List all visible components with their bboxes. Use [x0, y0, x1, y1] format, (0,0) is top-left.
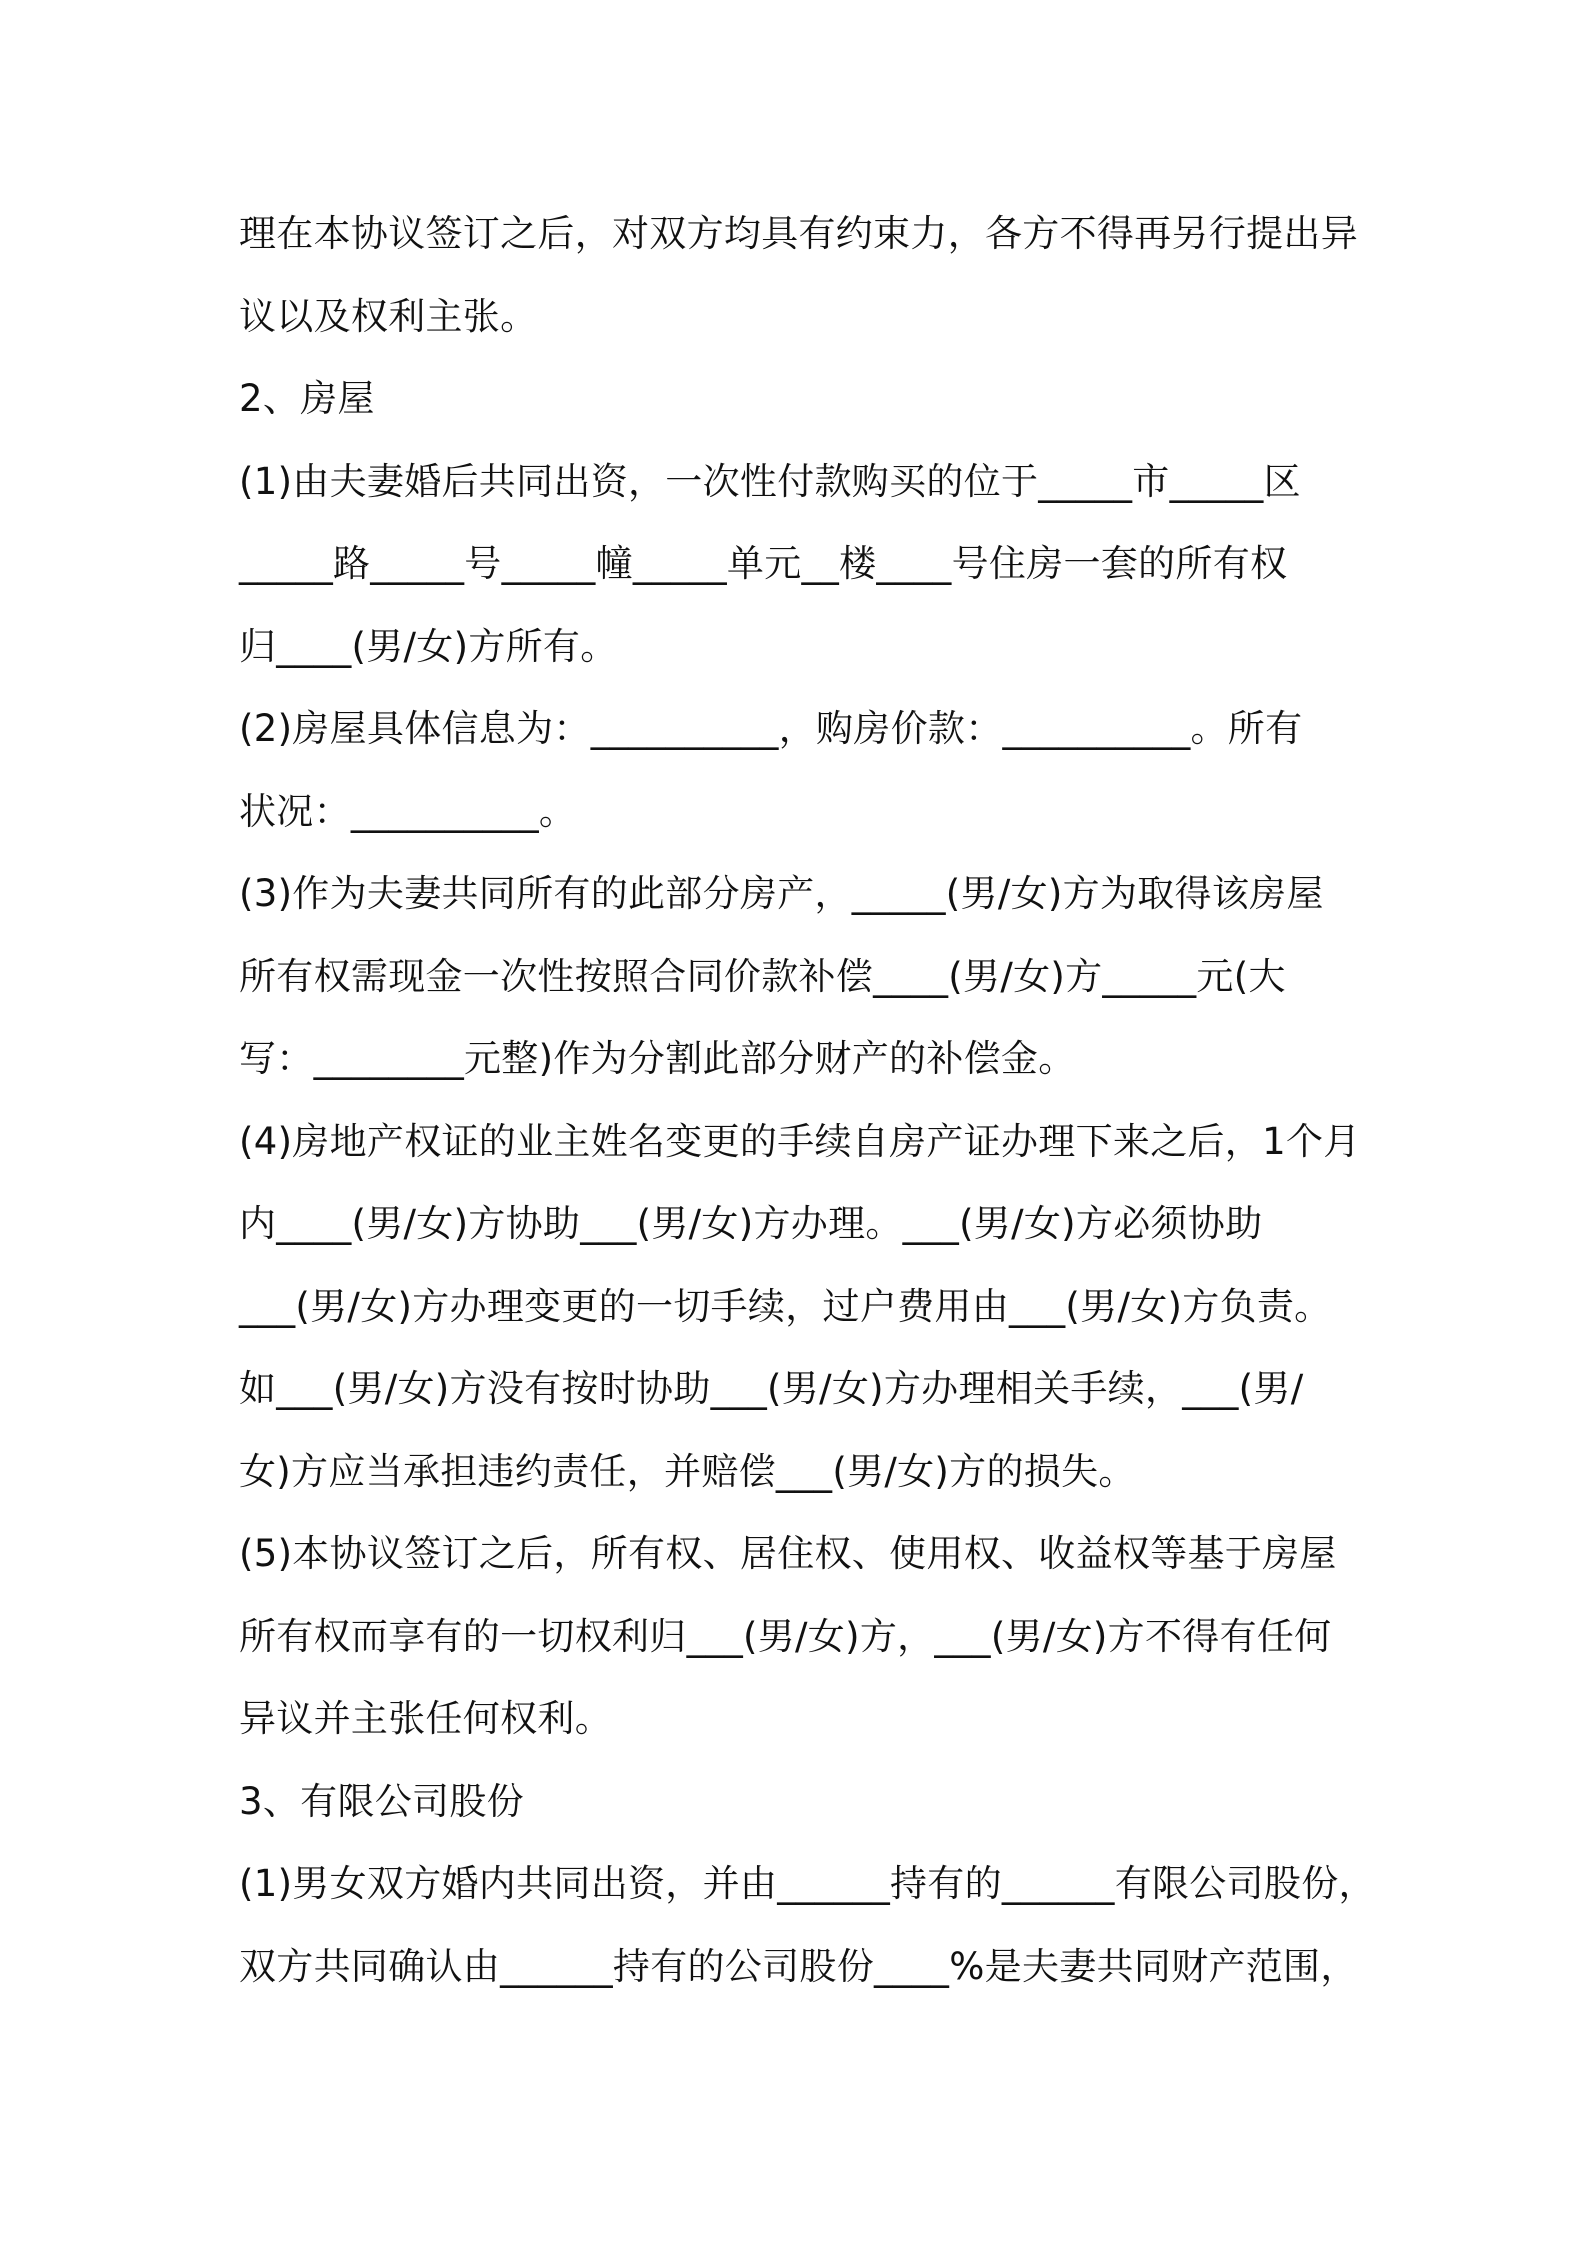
text-line: 所有权需现金一次性按照合同价款补偿____(男/女)方_____元(大: [239, 954, 1286, 998]
text-line: 归____(男/女)方所有。: [239, 624, 618, 668]
text-line: 内____(男/女)方协助___(男/女)方办理。___(男/女)方必须协助: [239, 1202, 1263, 1245]
text-line: 异议并主张任何权利。: [239, 1697, 612, 1740]
text-line: (1)男女双方婚内共同出资，并由______持有的______有限公司股份，: [239, 1862, 1376, 1905]
text-line: 女)方应当承担违约责任，并赔偿___(男/女)方的损失。: [239, 1449, 1136, 1493]
text-line: 双方共同确认由______持有的公司股份____%是夫妻共同财产范围，: [239, 1944, 1358, 1988]
text-line: ___(男/女)方办理变更的一切手续，过户费用由___(男/女)方负责。: [239, 1284, 1332, 1328]
text-line: 如___(男/女)方没有按时协助___(男/女)方办理相关手续，___(男/: [239, 1367, 1304, 1410]
document-body: [239, 193, 1389, 2008]
text-line: 写：________元整)作为分割此部分财产的补偿金。: [239, 1037, 1076, 1080]
text-line: (1)由夫妻婚后共同出资，一次性付款购买的位于_____市_____区: [239, 459, 1301, 503]
text-line: 议以及权利主张。: [239, 294, 538, 338]
text-line: (4)房地产权证的业主姓名变更的手续自房产证办理下来之后，1个月: [239, 1119, 1361, 1163]
text-line: _____路_____号_____幢_____单元__楼____号住房一套的所有权: [239, 542, 1288, 585]
section-heading: 3、有限公司股份: [239, 1779, 524, 1823]
text-line: 所有权而享有的一切权利归___(男/女)方，___(男/女)方不得有任何: [239, 1614, 1332, 1658]
section-heading: 2、房屋: [239, 377, 375, 420]
text-line: (3)作为夫妻共同所有的此部分房产，_____(男/女)方为取得该房屋: [239, 872, 1324, 915]
text-line: 理在本协议签订之后，对双方均具有约束力，各方不得再另行提出异: [239, 212, 1358, 255]
text-line: 状况：__________。: [239, 789, 577, 833]
text-line: (2)房屋具体信息为：__________，购房价款：__________。所有: [239, 707, 1303, 750]
text-line: (5)本协议签订之后，所有权、居住权、使用权、收益权等基于房屋: [239, 1532, 1337, 1575]
